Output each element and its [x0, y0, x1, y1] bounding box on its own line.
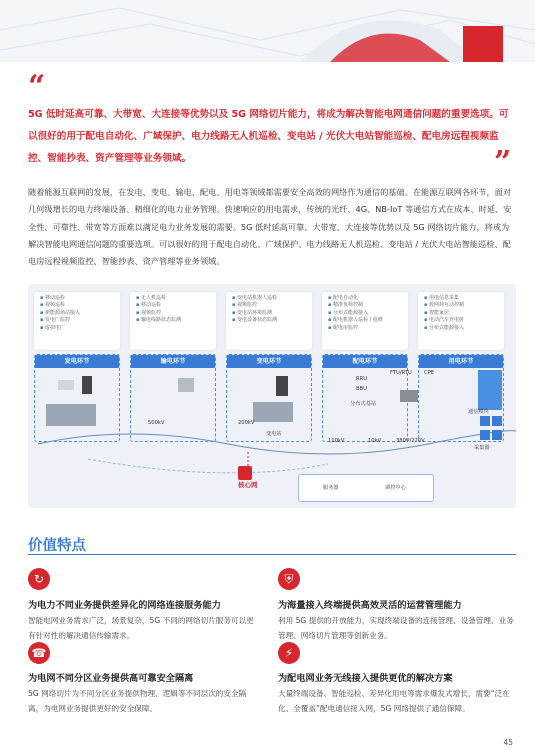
section-divider: [28, 554, 516, 555]
label-10kv: 10kV: [368, 438, 382, 444]
shield-icon: ⛨: [278, 568, 300, 590]
hero-illustration: [0, 0, 535, 62]
label-200kv: 200kV: [238, 420, 255, 426]
open-quote-icon: “: [28, 69, 46, 104]
intro-paragraph: 随着能源互联网的发展，在发电、变电、输电、配电、用电等领域都需要安全高效的网络作为通信的基础。在能源互联网各环节，面对几何级增长的电力终端设备、精细化的电力业务管理、快速响应的用电需求，传统的光纤、4G、NB-IoT 等通信方式在成本、时延、安全性、可靠性、带宽等方面难以满足电力业务发展的需要。5G 低时延高可靠、大带宽、大连接等优势以及 5G 网络切片能力，将成为解决智能电网通信问题的重要选项。可以很好的用于配电自动化、广域保护、电力线路无人机巡检、变电站 / 光伏大电站智能巡检、配电房远程视频监控、智能抄表、资产管理等业务领域。: [28, 187, 512, 267]
label-collector: 采集器: [474, 445, 490, 451]
label-dispatch-center: 调控中心: [385, 485, 406, 491]
section-title: 价值特点: [28, 538, 86, 554]
smart-grid-diagram: [28, 284, 516, 508]
slice-service-icon: ↻: [28, 568, 50, 590]
highlight-quote: 5G 低时延高可靠、大带宽、大连接等优势以及 5G 网络切片能力，将成为解决智能电网通信问题的重要选项。可以很好的用于配电自动化、广域保护、电力线路无人机巡检、变电站 / 光伏大电站智能巡检、配电房远程视频监控、智能抄表、资产管理等业务领域。: [28, 109, 509, 164]
card-item: ▪ 源网荷互动控制: [424, 302, 504, 309]
card-item: ▪ 变电站机器人巡检: [232, 295, 312, 302]
label-substation: 变电站: [266, 431, 282, 437]
feature-title-3: 为电网不同分区业务提供高可靠安全隔离: [28, 673, 194, 684]
feature-text-4: 大量终端设备、智能巡检、差异化用电等需求爆发式增长，需要“泛在化、全覆盖”配电通信接入网，5G 网络提供了通信保障。: [278, 689, 510, 714]
label-bbu: BBU: [356, 386, 367, 392]
card-item: ▪ 用电信息采集: [424, 295, 504, 302]
card-item: ▪ 输电线路状态监测: [136, 317, 216, 324]
page-number: 45: [503, 738, 513, 747]
card-item: ▪ 配电房监控: [328, 325, 408, 332]
label-comm-module: 通信模块: [468, 409, 489, 415]
label-ftu-rtu: FTU/RTU: [390, 370, 412, 376]
feature-title-4: 为配电网业务无线接入提供更优的解决方案: [278, 673, 453, 684]
card-item: ▪ 变电设备状态监测: [232, 317, 312, 324]
card-item: ▪ 分布式能源接入: [328, 310, 408, 317]
label-110kv: 110kV: [328, 438, 345, 444]
segment-header: 输电环节: [131, 355, 215, 368]
card-item: ▪ 发电厂监控: [40, 317, 120, 324]
card-item: ▪ 视频监控: [136, 310, 216, 317]
card-item: ▪ 虚拟电厂: [40, 325, 120, 332]
card-item: ▪ 新能源场站接入: [40, 310, 120, 317]
card-item: ▪ 视频监控: [232, 302, 312, 309]
card-item: ▪ 视频巡检: [40, 302, 120, 309]
label-distributed-station: 分布式基站: [350, 401, 376, 407]
label-380v: 380V/220V: [396, 438, 425, 444]
segment-header: 变电环节: [227, 355, 311, 368]
card-item: ▪ 无人机巡检: [136, 295, 216, 302]
feature-text-2: 利用 5G 提供的开放能力，实现终端设备的连接管理、设备管理、业务管理、网络切片管理等创新业务。: [278, 616, 514, 641]
label-cpe: CPE: [424, 370, 435, 376]
feature-text-3: 5G 网络切片为不同分区业务提供物理、逻辑等不同层次的安全隔离，为电网业务提供更好的安全保障。: [28, 689, 247, 714]
card-item: ▪ 移动巡检: [136, 302, 216, 309]
label-500kv: 500kV: [148, 420, 165, 426]
card-item: ▪ 变电站环境监测: [232, 310, 312, 317]
card-item: ▪ 分布式能源接入: [424, 325, 504, 332]
card-item: ▪ 配电机器人巡检 / 抢修: [328, 317, 408, 324]
card-item: ▪ 移动巡检: [40, 295, 120, 302]
brand-logo: [463, 26, 503, 62]
feature-title-2: 为海量接入终端提供高效灵活的运营管理能力: [278, 600, 462, 611]
feature-title-1: 为电力不同业务提供差异化的网络连接服务能力: [28, 600, 221, 611]
close-quote-icon: ”: [494, 145, 512, 180]
feature-text-1: 智能电网业务需求广泛，场景复杂，5G 不同的网络切片服务可以更有针对性的解决通信传输需求。: [28, 616, 254, 641]
segment-header: 用电环节: [419, 355, 503, 368]
label-rru: RRU: [356, 376, 368, 382]
segment-header: 配电环节: [323, 355, 407, 368]
card-item: ▪ 智能家居: [424, 310, 504, 317]
label-server: 服务器: [323, 485, 339, 491]
card-item: ▪ 配电自动化: [328, 295, 408, 302]
card-item: ▪ 电动汽车充电桩: [424, 317, 504, 324]
lightning-icon: ⚡: [278, 642, 300, 664]
hero-banner: [0, 0, 535, 62]
core-network-box: [298, 474, 434, 502]
grid-lines-illustration: [28, 284, 516, 508]
core-network-label: 核心网: [238, 481, 258, 489]
segment-header: 发电环节: [35, 355, 119, 368]
phone-icon: ☎: [28, 642, 50, 664]
card-item: ▪ 精准负荷控制: [328, 302, 408, 309]
